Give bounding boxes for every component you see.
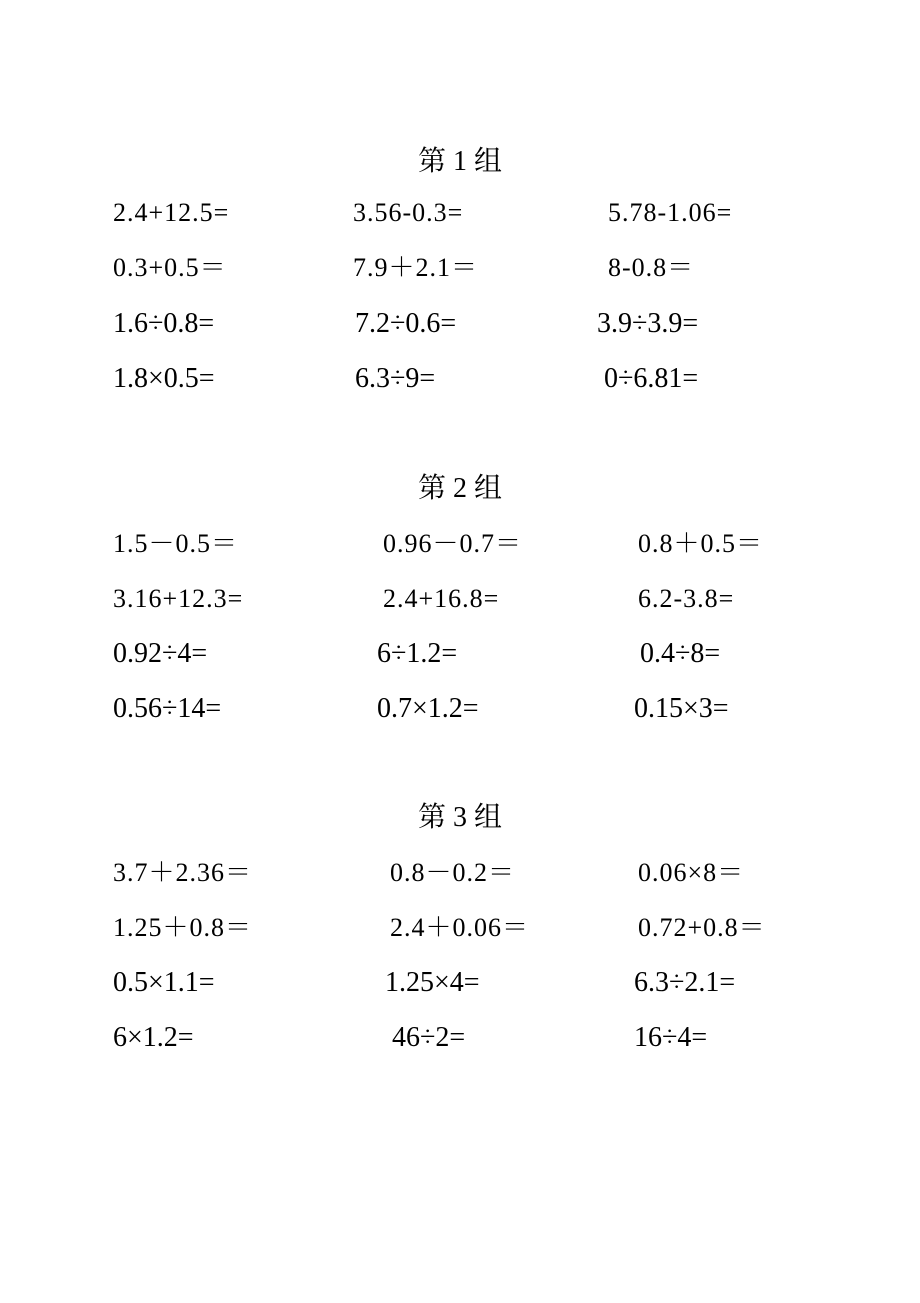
group-2-title: 第 2 组	[417, 473, 502, 504]
group-2-row-4	[0, 691, 920, 727]
problem: 3.9÷3.9=	[597, 308, 699, 339]
problem: 0.15×3=	[634, 693, 729, 724]
problem: 0÷6.81=	[604, 363, 699, 394]
group-1-row-2	[0, 250, 920, 286]
problem: 1.6÷0.8=	[113, 308, 215, 339]
problem: 6×1.2=	[113, 1022, 194, 1053]
problem: 2.4+12.5=	[113, 198, 230, 227]
problem: 3.16+12.3=	[113, 584, 244, 613]
problem: 0.56÷14=	[113, 693, 222, 724]
problem: 3.56-0.3=	[353, 198, 464, 227]
problem: 1.5－0.5＝	[113, 529, 239, 558]
problem: 0.8＋0.5＝	[638, 529, 764, 558]
problem: 5.78-1.06=	[608, 198, 733, 227]
problem: 6.3÷9=	[355, 363, 436, 394]
group-3-title: 第 3 组	[417, 802, 502, 833]
group-3-row-4	[0, 1020, 920, 1056]
group-1-row-4	[0, 361, 920, 397]
group-1-row-3	[0, 306, 920, 342]
group-2-row-3	[0, 636, 920, 672]
problem: 3.7＋2.36＝	[113, 858, 253, 887]
problem: 1.25×4=	[385, 967, 480, 998]
problem: 6.2-3.8=	[638, 584, 735, 613]
group-3-row-1	[0, 855, 920, 891]
problem: 46÷2=	[392, 1022, 466, 1053]
problem: 7.2÷0.6=	[355, 308, 457, 339]
problem: 0.96－0.7＝	[383, 529, 523, 558]
problem: 0.06×8＝	[638, 858, 745, 887]
problem: 0.7×1.2=	[377, 693, 479, 724]
group-1-row-1	[0, 195, 920, 231]
problem: 8-0.8＝	[608, 253, 695, 282]
group-1-title: 第 1 组	[417, 146, 502, 177]
group-2-row-2	[0, 581, 920, 617]
problem: 0.5×1.1=	[113, 967, 215, 998]
problem: 0.92÷4=	[113, 638, 208, 669]
problem: 7.9＋2.1＝	[353, 253, 479, 282]
problem: 0.4÷8=	[640, 638, 721, 669]
problem: 0.72+0.8＝	[638, 913, 766, 942]
problem: 0.3+0.5＝	[113, 253, 227, 282]
problem: 16÷4=	[634, 1022, 708, 1053]
problem: 6.3÷2.1=	[634, 967, 736, 998]
problem: 2.4+16.8=	[383, 584, 500, 613]
problem: 2.4＋0.06＝	[390, 913, 530, 942]
problem: 0.8－0.2＝	[390, 858, 516, 887]
group-3-row-3	[0, 965, 920, 1001]
problem: 1.8×0.5=	[113, 363, 215, 394]
problem: 6÷1.2=	[377, 638, 458, 669]
group-2-row-1	[0, 526, 920, 562]
problem: 1.25＋0.8＝	[113, 913, 253, 942]
group-3-row-2	[0, 910, 920, 946]
